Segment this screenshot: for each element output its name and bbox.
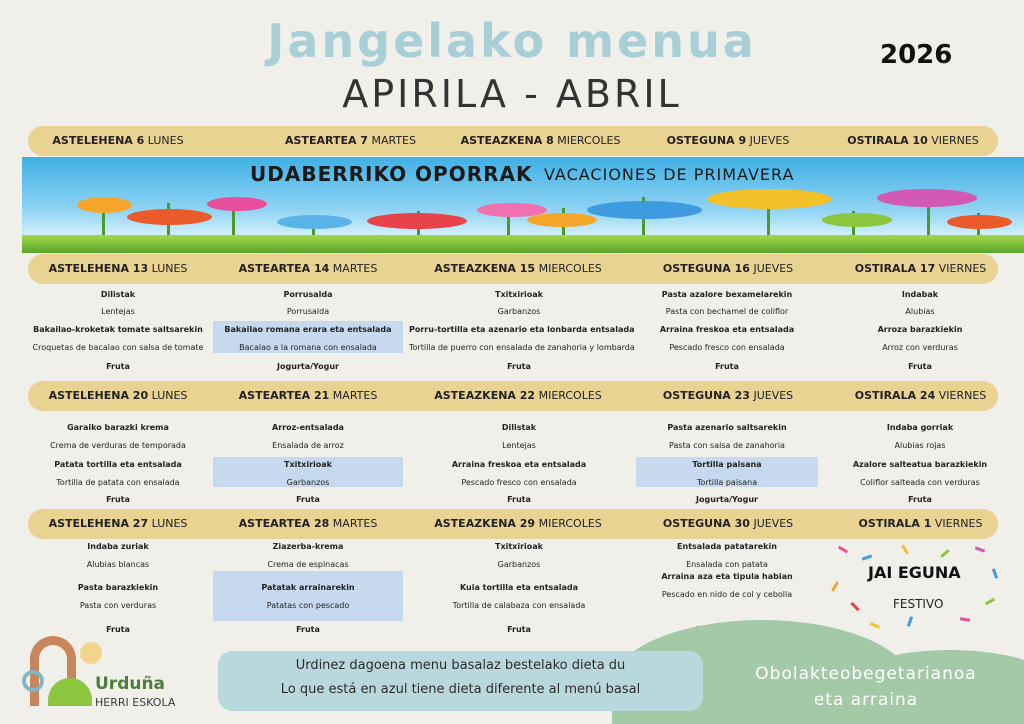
menu-item: Porrusalda xyxy=(283,290,333,299)
menu-item: Dilistak xyxy=(501,423,537,432)
menu-item: Alubias blancas xyxy=(86,560,150,569)
page-title: Jangelako menua xyxy=(267,14,757,68)
menu-item: Fruta xyxy=(507,362,531,371)
menu-item: Bakailao-kroketak tomate saltsarekin xyxy=(33,325,203,334)
ovo-vegetarian-label: Obolakteobegetarianoa xyxy=(755,664,977,684)
menu-item: Tortilla paisana xyxy=(692,460,762,469)
school-name: Urduña xyxy=(95,674,166,694)
special-diet-highlight xyxy=(213,571,403,621)
menu-item: Tortilla de puerro con ensalada de zanahoria y lombarda xyxy=(409,343,635,352)
menu-item: Ensalada con patata xyxy=(686,560,768,569)
menu-item: Fruta xyxy=(106,625,130,634)
week4-day-bar xyxy=(28,509,998,539)
menu-item: Patatas con pescado xyxy=(266,601,350,610)
day-header: ASTEAZKENA 29 MIERCOLES xyxy=(434,517,602,530)
day-header: ASTEAZKENA 15 MIERCOLES xyxy=(434,262,602,275)
week3-day-bar xyxy=(28,381,998,411)
day-header: OSTIRALA 24 VIERNES xyxy=(854,389,987,402)
menu-item: Pasta azenario saltsarekin xyxy=(667,423,787,432)
menu-item: Dilistak xyxy=(100,290,136,299)
menu-item: Porrusalda xyxy=(286,307,330,316)
menu-item: Indaba zuriak xyxy=(87,542,149,551)
day-header: ASTEAZKENA 8 MIERCOLES xyxy=(460,134,621,147)
day-header: OSTEGUNA 30 JUEVES xyxy=(662,517,794,530)
week2-day-bar xyxy=(28,254,998,284)
menu-item: Ziazerba-krema xyxy=(272,542,344,551)
menu-item: Fruta xyxy=(507,625,531,634)
menu-item: Porru-tortilla eta azenario eta lonbarda entsalada xyxy=(409,325,635,334)
menu-item: Fruta xyxy=(296,495,320,504)
menu-item: Kuia tortilla eta entsalada xyxy=(460,583,578,592)
menu-item: Fruta xyxy=(908,495,932,504)
menu-item: Txitxirioak xyxy=(495,290,543,299)
menu-item: Arraina freskoa eta entsalada xyxy=(451,460,587,469)
menu-item: Ensalada de arroz xyxy=(272,441,344,450)
menu-item: Garbanzos xyxy=(286,478,330,487)
year-label: 2026 xyxy=(880,40,953,70)
menu-item: Fruta xyxy=(106,362,130,371)
menu-item: Patata tortilla eta entsalada xyxy=(54,460,182,469)
day-header: OSTEGUNA 23 JUEVES xyxy=(662,389,794,402)
menu-item: Crema de espinacas xyxy=(267,560,349,569)
menu-item: Arraina freskoa eta entsalada xyxy=(659,325,795,334)
menu-item: Arroza barazkiekin xyxy=(877,325,963,334)
menu-item: Arraina aza eta tipula habian xyxy=(661,572,793,581)
menu-item: Fruta xyxy=(507,495,531,504)
banner-title-eu: UDABERRIKO OPORRAK xyxy=(250,162,533,186)
menu-item: Patatak arrainarekin xyxy=(261,583,355,592)
day-header: OSTIRALA 17 VIERNES xyxy=(854,262,987,275)
menu-item: Txitxirioak xyxy=(495,542,543,551)
menu-item: Bakailao romana erara eta entsalada xyxy=(224,325,392,334)
day-header: ASTELEHENA 13 LUNES xyxy=(48,262,188,275)
diet-note-eu: Urdinez dagoena menu basalaz bestelako dieta du xyxy=(295,658,626,673)
menu-item: Pasta con verduras xyxy=(79,601,157,610)
menu-item: Indaba gorriak xyxy=(886,423,954,432)
menu-item: Garbanzos xyxy=(497,307,541,316)
menu-item: Azalore salteatua barazkiekin xyxy=(852,460,988,469)
menu-item: Tortilla paisana xyxy=(696,478,758,487)
page-subtitle: APIRILA - ABRIL xyxy=(342,72,682,116)
day-header: OSTEGUNA 9 JUEVES xyxy=(666,134,790,147)
menu-item: Fruta xyxy=(715,362,739,371)
day-header: ASTELEHENA 27 LUNES xyxy=(48,517,188,530)
menu-item: Jogurta/Yogur xyxy=(277,362,339,371)
menu-item: Tortilla de patata con ensalada xyxy=(56,478,180,487)
menu-item: Alubias rojas xyxy=(894,441,946,450)
menu-item: Alubias xyxy=(905,307,935,316)
menu-item: Indabak xyxy=(901,290,939,299)
menu-item: Bacalao a la romana con ensalada xyxy=(239,343,377,352)
day-header: ASTEARTEA 21 MARTES xyxy=(238,389,378,402)
menu-item: Jogurta/Yogur xyxy=(696,495,758,504)
day-header: ASTEARTEA 28 MARTES xyxy=(238,517,378,530)
menu-item: Pasta barazkiekin xyxy=(77,583,159,592)
menu-item: Pasta con bechamel de coliflor xyxy=(665,307,789,316)
menu-item: Tortilla de calabaza con ensalada xyxy=(452,601,586,610)
menu-item: Fruta xyxy=(908,362,932,371)
week1-day-bar xyxy=(28,126,998,156)
day-header: ASTEARTEA 7 MARTES xyxy=(285,134,416,147)
day-header: OSTIRALA 10 VIERNES xyxy=(847,134,979,147)
menu-item: Garaiko barazki krema xyxy=(67,423,169,432)
banner-title-es: VACACIONES DE PRIMAVERA xyxy=(544,165,795,184)
ovo-vegetarian-label-2: eta arraina xyxy=(813,690,919,710)
menu-item: Fruta xyxy=(106,495,130,504)
day-header: ASTEARTEA 14 MARTES xyxy=(238,262,378,275)
menu-item: Lentejas xyxy=(101,307,135,316)
menu-item: Pescado en nido de col y cebolla xyxy=(661,590,793,599)
menu-item: Fruta xyxy=(296,625,320,634)
menu-item: Crema de verduras de temporada xyxy=(50,441,186,450)
menu-item: Lentejas xyxy=(502,441,536,450)
menu-item: Arroz-entsalada xyxy=(272,423,344,432)
menu-item: Pescado fresco con ensalada xyxy=(461,478,577,487)
holiday-label-es: FESTIVO xyxy=(893,597,944,611)
menu-item: Croquetas de bacalao con salsa de tomate xyxy=(32,343,204,352)
menu-item: Garbanzos xyxy=(497,560,541,569)
school-subtitle: HERRI ESKOLA xyxy=(95,696,176,709)
menu-item: Txitxirioak xyxy=(284,460,332,469)
menu-item: Pasta con salsa de zanahoria xyxy=(669,441,785,450)
menu-item: Arroz con verduras xyxy=(882,343,958,352)
day-header: OSTIRALA 1 VIERNES xyxy=(858,517,983,530)
day-header: ASTEAZKENA 22 MIERCOLES xyxy=(434,389,602,402)
menu-item: Coliflor salteada con verduras xyxy=(860,478,980,487)
menu-item: Entsalada patatarekin xyxy=(677,542,777,551)
diet-note-es: Lo que está en azul tiene dieta diferente al menú basal xyxy=(280,682,641,697)
day-header: ASTELEHENA 20 LUNES xyxy=(48,389,188,402)
menu-item: Pescado fresco con ensalada xyxy=(669,343,785,352)
menu-item: Pasta azalore bexamelarekin xyxy=(661,290,793,299)
day-header: OSTEGUNA 16 JUEVES xyxy=(662,262,794,275)
day-header: ASTELEHENA 6 LUNES xyxy=(52,134,184,147)
holiday-label-eu: JAI EGUNA xyxy=(868,563,961,582)
